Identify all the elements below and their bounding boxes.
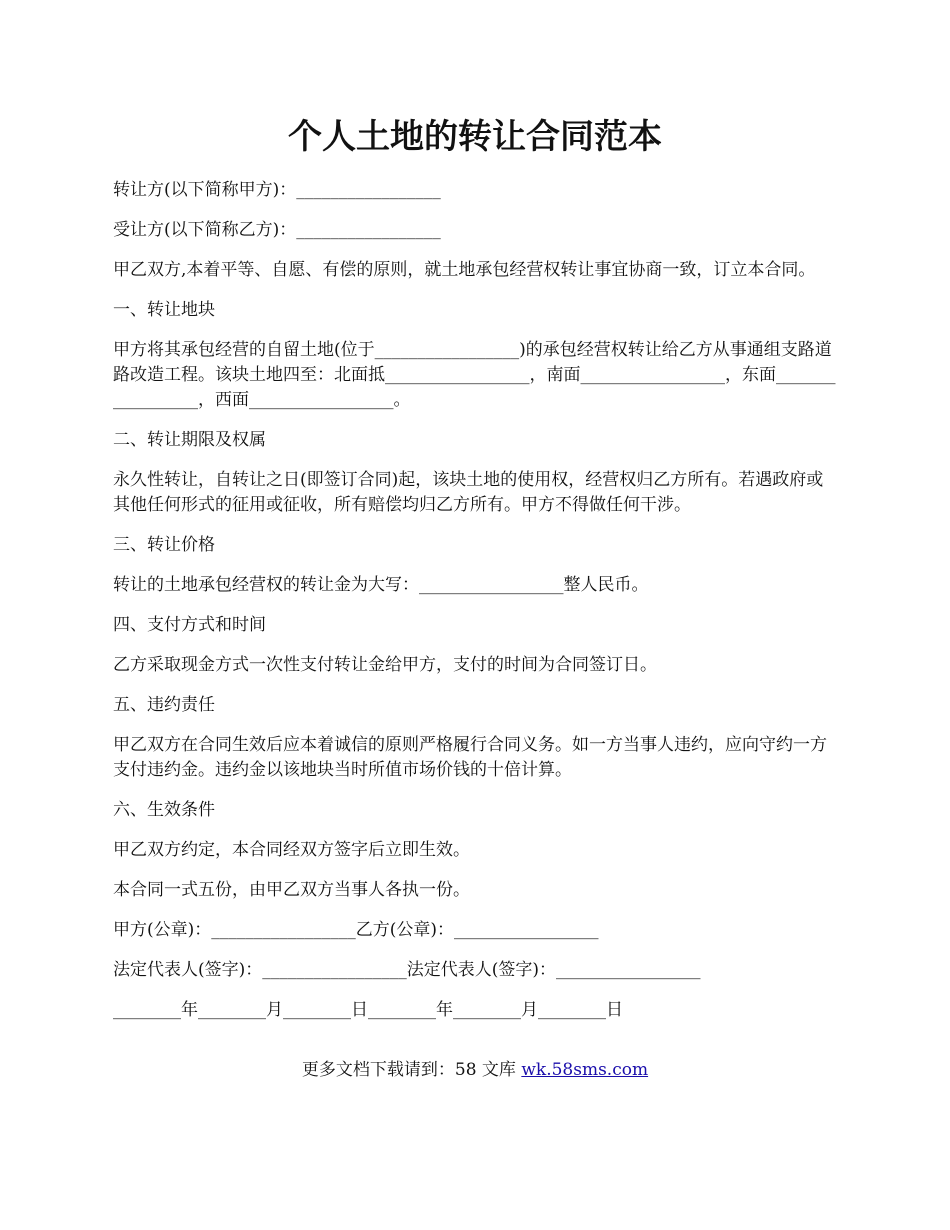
land-description-paragraph: 甲方将其承包经营的自留土地(位于_________________)的承包经营权转让给乙方从事通组支路道路改造工程。该块土地四至：北面抵_________________，南面_________________，东面_________________，西面_________________。 bbox=[113, 340, 836, 410]
date-line: ________年________月________日________年________月________日 bbox=[113, 1000, 623, 1020]
document-body bbox=[113, 178, 840, 1038]
term-paragraph: 永久性转让，自转让之日(即签订合同)起，该块土地的使用权，经营权归乙方所有。若遇政府或其他任何形式的征用或征收，所有赔偿均归乙方所有。甲方不得做任何干涉。 bbox=[113, 470, 824, 515]
seal-line: 甲方(公章)：_________________乙方(公章)：_________________ bbox=[113, 920, 599, 940]
copies-paragraph: 本合同一式五份，由甲乙双方当事人各执一份。 bbox=[113, 880, 470, 900]
payment-paragraph: 乙方采取现金方式一次性支付转让金给甲方，支付的时间为合同签订日。 bbox=[113, 655, 657, 675]
section-heading-liability: 五、违约责任 bbox=[113, 695, 215, 715]
section-heading-term: 二、转让期限及权属 bbox=[113, 430, 266, 450]
liability-paragraph: 甲乙双方在合同生效后应本着诚信的原则严格履行合同义务。如一方当事人违约，应向守约一方支付违约金。违约金以该地块当时所值市场价钱的十倍计算。 bbox=[113, 735, 827, 780]
document-title: 个人土地的转让合同范本 bbox=[288, 117, 662, 157]
preamble-paragraph: 甲乙双方,本着平等、自愿、有偿的原则，就土地承包经营权转让事宜协商一致，订立本合同。 bbox=[113, 260, 816, 280]
section-heading-effective: 六、生效条件 bbox=[113, 800, 215, 820]
effective-paragraph: 甲乙双方约定，本合同经双方签字后立即生效。 bbox=[113, 840, 470, 860]
price-paragraph: 转让的土地承包经营权的转让金为大写：_________________整人民币。 bbox=[113, 575, 649, 595]
footer-link[interactable]: wk.58sms.com bbox=[521, 1060, 649, 1080]
signature-line: 法定代表人(签字)：_________________法定代表人(签字)：_________________ bbox=[113, 960, 701, 980]
download-footer bbox=[0, 1058, 950, 1083]
section-heading-land: 一、转让地块 bbox=[113, 300, 215, 320]
party-a-line: 转让方(以下简称甲方)：_________________ bbox=[113, 180, 441, 200]
footer-prefix: 更多文档下载请到：58 文库 bbox=[301, 1060, 522, 1080]
section-heading-price: 三、转让价格 bbox=[113, 535, 215, 555]
party-b-line: 受让方(以下简称乙方)：_________________ bbox=[113, 220, 441, 240]
section-heading-payment: 四、支付方式和时间 bbox=[113, 615, 266, 635]
